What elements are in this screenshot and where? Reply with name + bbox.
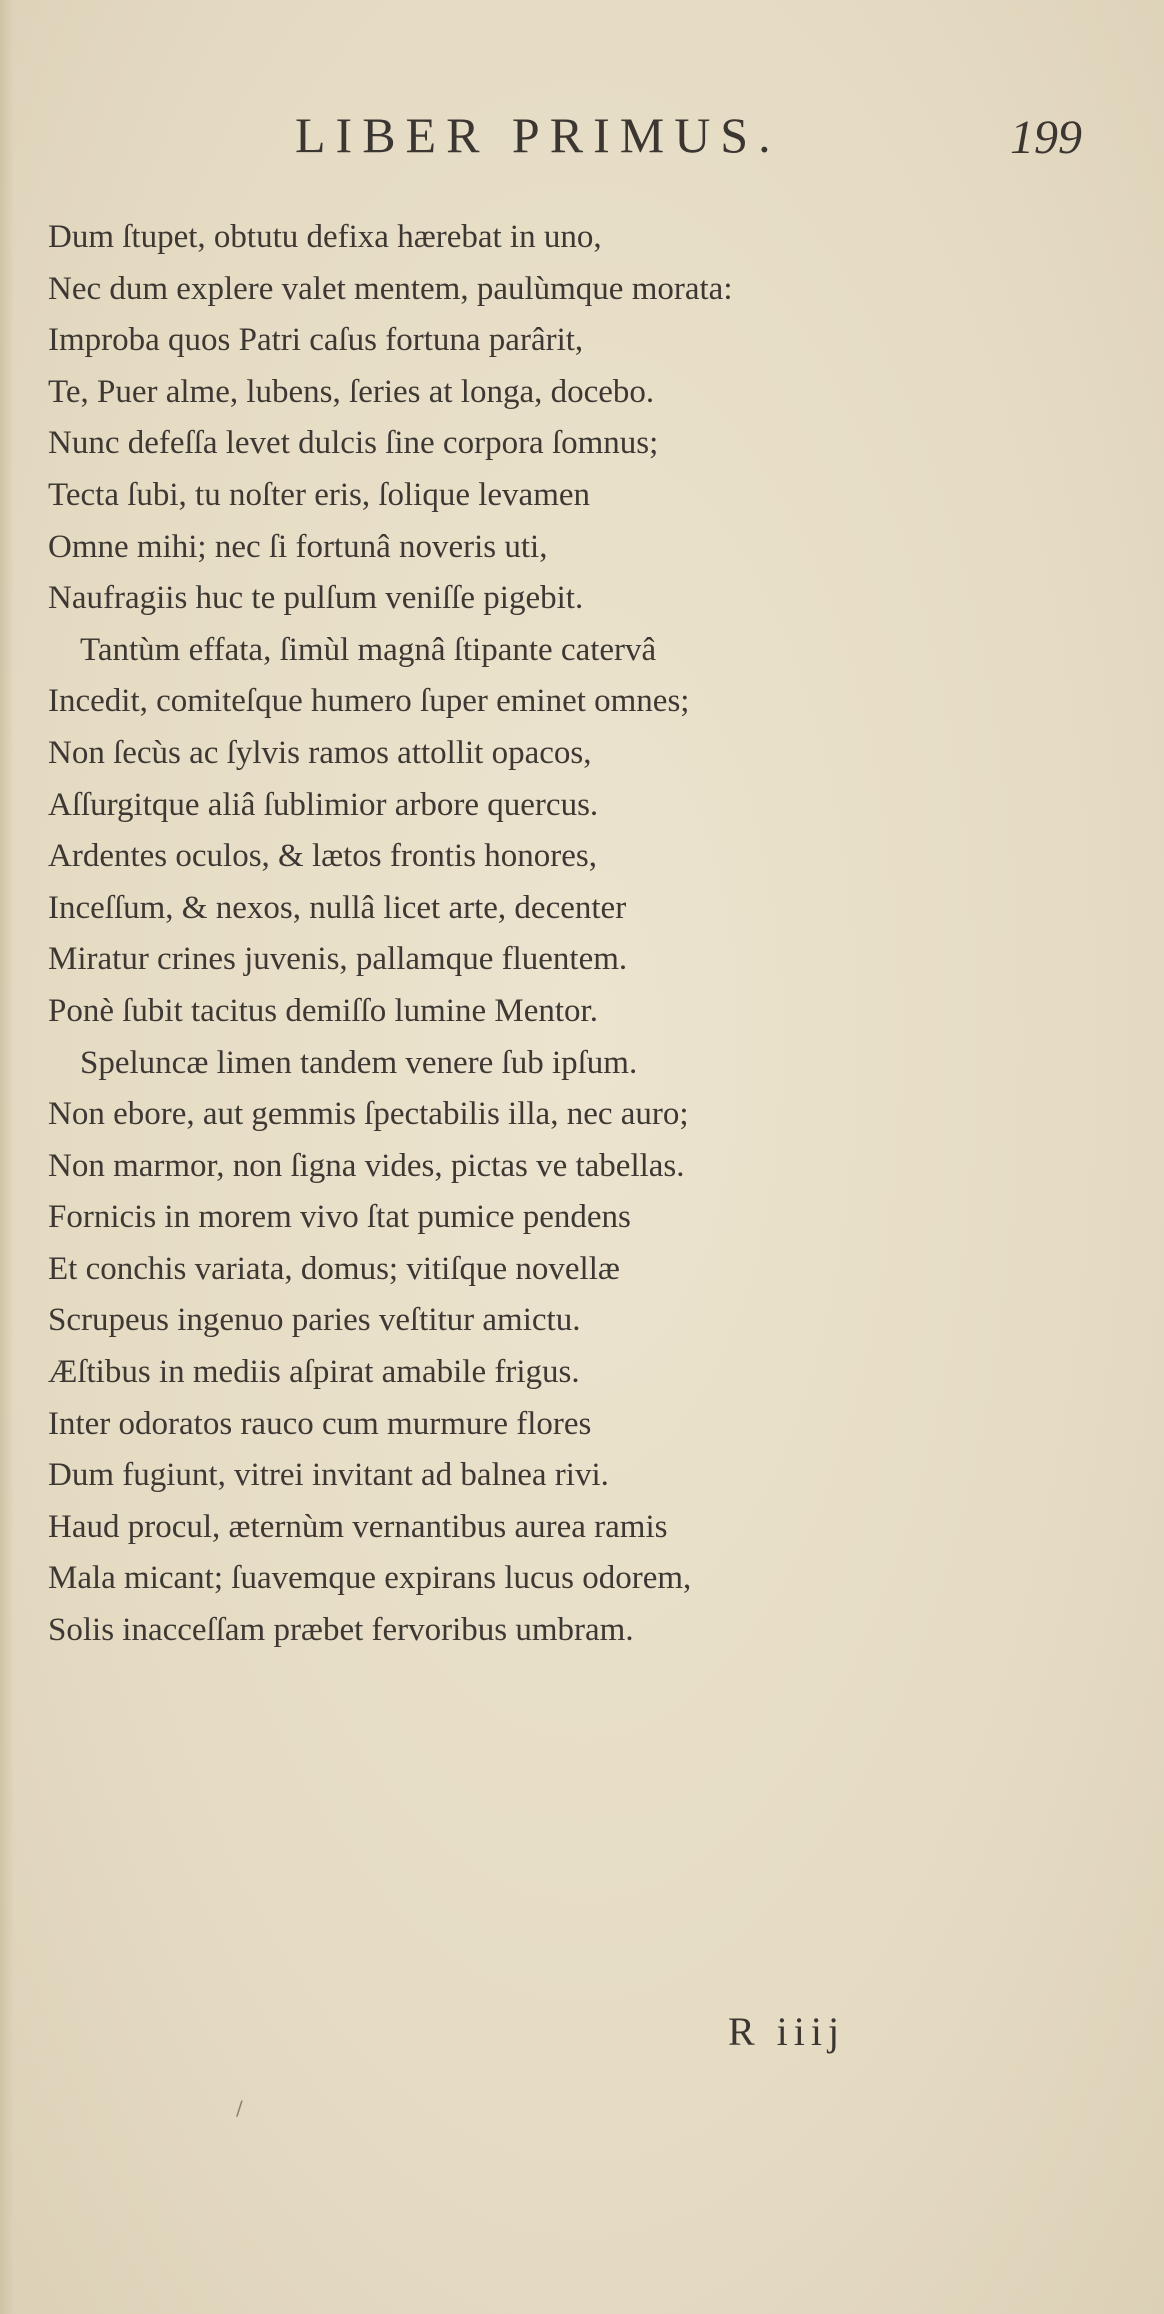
verse-line: Inceſſum, & nexos, nullâ licet arte, decenter bbox=[48, 889, 627, 926]
signature-mark: R iiij bbox=[728, 2009, 846, 2054]
verse-line: Omne mihi; nec ſi fortunâ noveris uti, bbox=[48, 528, 548, 565]
running-head bbox=[0, 106, 1164, 166]
verse-line: Non marmor, non ſigna vides, pictas ve tabellas. bbox=[48, 1147, 685, 1184]
verse-line: Ardentes oculos, & lætos frontis honores, bbox=[48, 838, 598, 875]
verse-line: Non ſecùs ac ſylvis ramos attollit opacos, bbox=[48, 734, 592, 771]
verse-line: Aſſurgitque aliâ ſublimior arbore quercus. bbox=[48, 786, 599, 823]
verse-line: Nec dum explere valet mentem, paulùmque morata: bbox=[48, 270, 733, 307]
verse-line: Naufragiis huc te pulſum veniſſe pigebit. bbox=[48, 580, 584, 617]
verse-line: Miratur crines juvenis, pallamque fluentem. bbox=[48, 941, 628, 978]
verse-line: Æſtibus in mediis aſpirat amabile frigus. bbox=[48, 1354, 580, 1391]
page-gutter-shadow bbox=[0, 0, 14, 2314]
verse-line: Improba quos Patri caſus fortuna parârit, bbox=[48, 322, 584, 359]
verse-line: Ponè ſubit tacitus demiſſo lumine Mentor. bbox=[48, 992, 598, 1029]
verse-line: Et conchis variata, domus; vitiſque novellæ bbox=[48, 1250, 620, 1287]
verse-text-block bbox=[48, 212, 1128, 1657]
verse-line: Nunc defeſſa levet dulcis ſine corpora ſomnus; bbox=[48, 425, 659, 462]
verse-line: Mala micant; ſuavemque expirans lucus odorem, bbox=[48, 1560, 692, 1597]
verse-line: Fornicis in morem vivo ſtat pumice pendens bbox=[48, 1199, 631, 1236]
page-number: 199 bbox=[1010, 111, 1082, 164]
stray-mark: / bbox=[236, 2096, 243, 2120]
verse-line: Non ebore, aut gemmis ſpectabilis illa, nec auro; bbox=[48, 1096, 689, 1133]
verse-line: Dum ſtupet, obtutu defixa hærebat in uno, bbox=[48, 219, 602, 255]
verse-line: Te, Puer alme, lubens, ſeries at longa, docebo. bbox=[48, 373, 655, 410]
verse-line: Inter odoratos rauco cum murmure flores bbox=[48, 1405, 592, 1442]
running-title: LIBER PRIMUS. bbox=[295, 107, 781, 163]
verse-line: Haud procul, æternùm vernantibus aurea ramis bbox=[48, 1508, 668, 1545]
verse-line: Incedit, comiteſque humero ſuper eminet omnes; bbox=[48, 683, 690, 720]
verse-line: Speluncæ limen tandem venere ſub ipſum. bbox=[80, 1044, 638, 1081]
verse-line: Tantùm effata, ſimùl magnâ ſtipante catervâ bbox=[80, 631, 657, 668]
verse-line: Tecta ſubi, tu noſter eris, ſolique levamen bbox=[48, 476, 591, 513]
verse-line: Solis inacceſſam præbet fervoribus umbram. bbox=[48, 1612, 634, 1649]
verse-line: Scrupeus ingenuo paries veſtitur amictu. bbox=[48, 1302, 581, 1339]
verse-line: Dum fugiunt, vitrei invitant ad balnea rivi. bbox=[48, 1457, 609, 1494]
